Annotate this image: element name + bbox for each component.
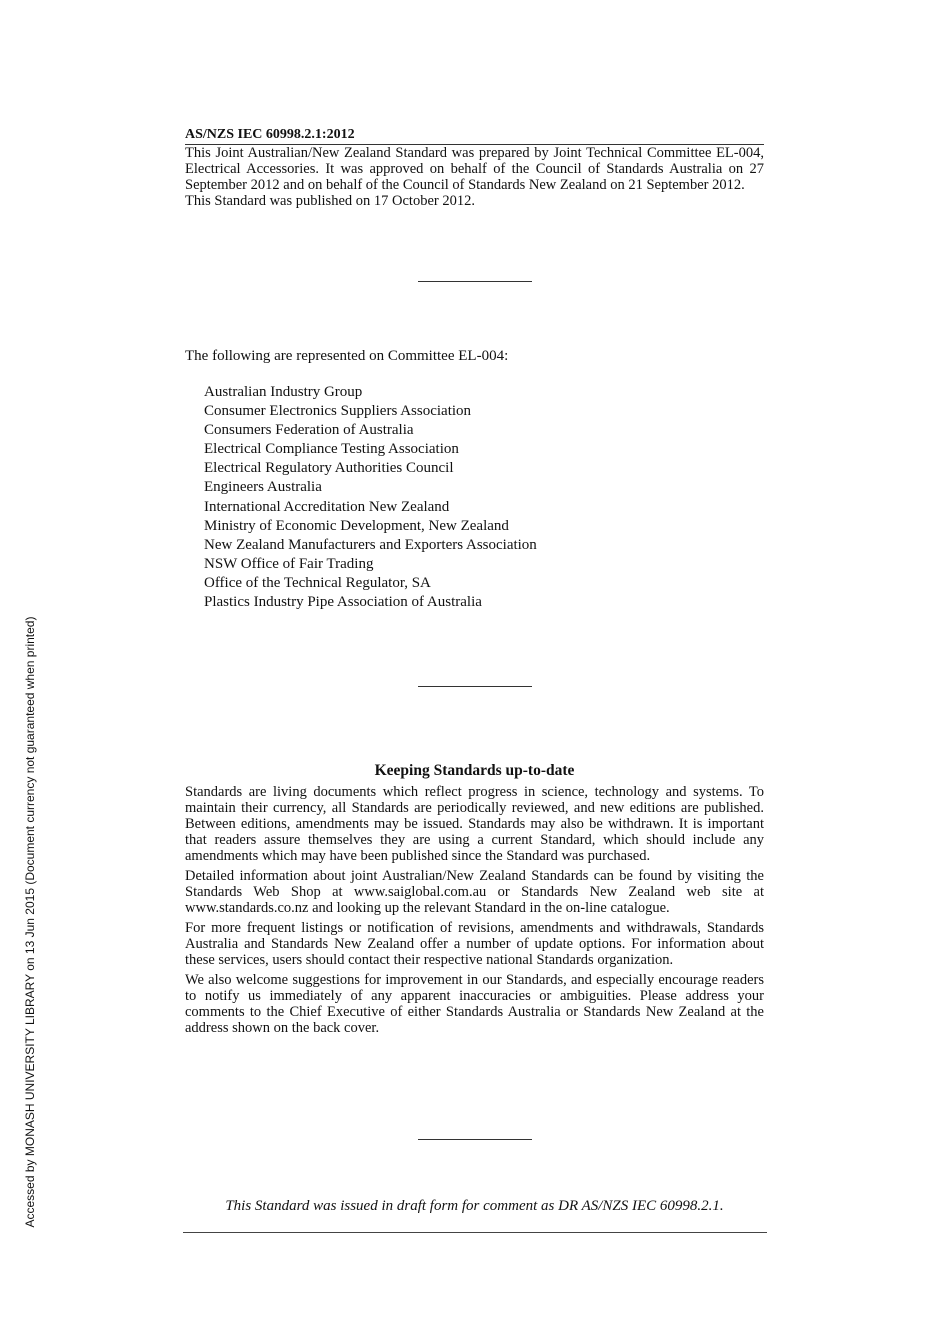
body-paragraph: For more frequent listings or notification of revisions, amendments and withdrawals, Standards Australia and Standards New Zealand offer a number of update options. For information about these services, users should contact their respective national Standards organization. bbox=[185, 920, 764, 968]
body-paragraph: We also welcome suggestions for improvement in our Standards, and especially encourage readers to notify us immediately of any apparent inaccuracies or ambiguities. Please address your comments to the Chief Executive of either Standards Australia or Standards New Zealand at the address shown on the back cover. bbox=[185, 972, 764, 1036]
committee-member: Consumer Electronics Suppliers Association bbox=[204, 403, 472, 420]
section-divider bbox=[418, 686, 532, 687]
committee-member: NSW Office of Fair Trading bbox=[204, 555, 374, 572]
keeping-standards-heading: Keeping Standards up-to-date bbox=[374, 762, 575, 779]
body-paragraph: Detailed information about joint Australian/New Zealand Standards can be found by visiting the Standards Web Shop at www.saiglobal.com.au or Standards New Zealand web site at www.standards.co.nz and looking up the relevant Standard in the on-line catalogue. bbox=[185, 868, 764, 916]
committee-member: International Accreditation New Zealand bbox=[204, 498, 450, 515]
committee-member: Australian Industry Group bbox=[204, 384, 363, 400]
committee-member: Engineers Australia bbox=[204, 479, 322, 496]
committee-member: New Zealand Manufacturers and Exporters Association bbox=[204, 536, 537, 553]
committee-member: Electrical Regulatory Authorities Council bbox=[204, 460, 454, 477]
section-divider bbox=[418, 281, 532, 282]
document-id: AS/NZS IEC 60998.2.1:2012 bbox=[185, 127, 764, 145]
keeping-standards-body bbox=[185, 784, 764, 1040]
committee-intro: The following are represented on Committee EL-004: bbox=[185, 348, 509, 364]
committee-member: Ministry of Economic Development, New Zealand bbox=[204, 517, 509, 534]
preparation-paragraph: This Joint Australian/New Zealand Standard was prepared by Joint Technical Committee EL-004, Electrical Accessories. It was approved on behalf of the Council of Standards Australia on 27 September 2012 and on behalf of the Council of Standards New Zealand on 21 September 2012. bbox=[185, 145, 764, 193]
committee-member: Consumers Federation of Australia bbox=[204, 422, 414, 439]
draft-note: This Standard was issued in draft form for comment as DR AS/NZS IEC 60998.2.1. bbox=[225, 1198, 724, 1214]
preparation-statement bbox=[185, 145, 764, 209]
committee-member: Plastics Industry Pipe Association of Australia bbox=[204, 594, 482, 611]
footer-rule bbox=[183, 1232, 767, 1233]
committee-member: Office of the Technical Regulator, SA bbox=[204, 574, 431, 591]
committee-member: Electrical Compliance Testing Association bbox=[204, 441, 459, 458]
committee-member-list bbox=[204, 383, 537, 612]
access-watermark: Accessed by MONASH UNIVERSITY LIBRARY on 13 Jun 2015 (Document currency not guaranteed when printed) bbox=[23, 616, 37, 1228]
section-divider bbox=[418, 1139, 532, 1140]
body-paragraph: Standards are living documents which reflect progress in science, technology and systems. To maintain their currency, all Standards are periodically reviewed, and new editions are published. Between editions, amendments may be issued. Standards may also be withdrawn. It is important that readers assure themselves they are using a current Standard, which should include any amendments which may have been published since the Standard was purchased. bbox=[185, 784, 764, 864]
publication-date: This Standard was published on 17 October 2012. bbox=[185, 193, 475, 209]
